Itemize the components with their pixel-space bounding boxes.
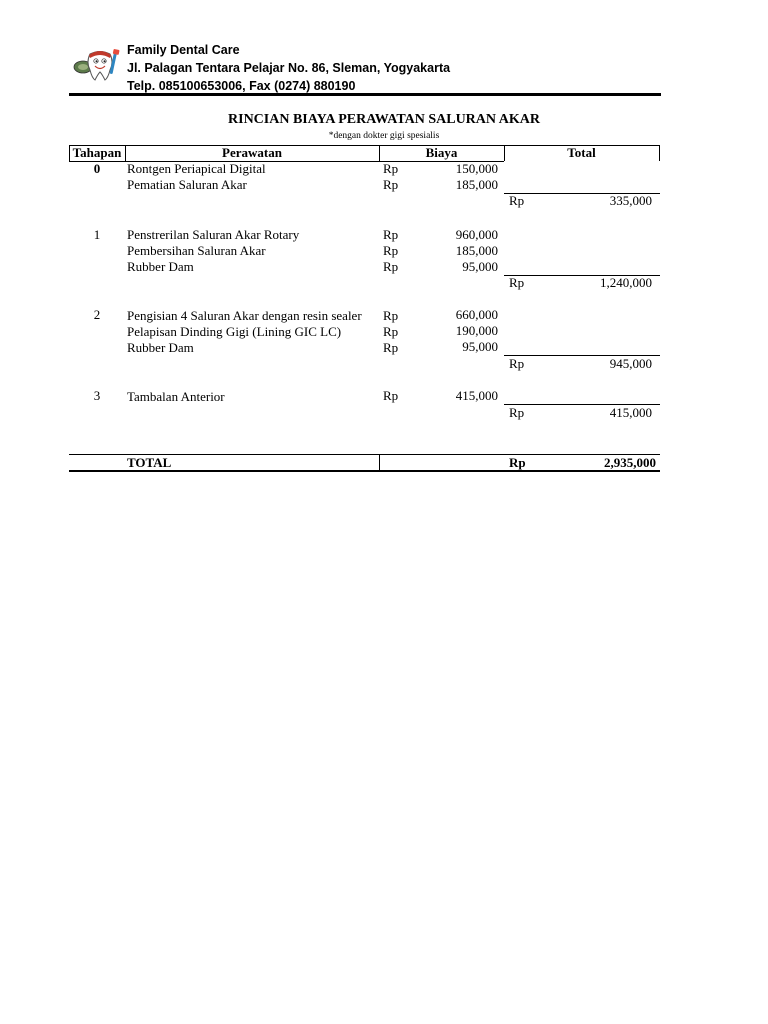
clinic-contact: Telp. 085100653006, Fax (0274) 880190	[127, 79, 356, 93]
document-subtitle: *dengan dokter gigi spesialis	[328, 131, 440, 141]
grand-total-value: 2,935,000	[604, 455, 656, 470]
cost-value: 150,000	[455, 161, 498, 176]
treatment-name: Tambalan Anterior	[127, 389, 225, 404]
subtotal-value: 335,000	[609, 193, 652, 208]
clinic-name: Family Dental Care	[127, 43, 240, 57]
treatment-name: Rubber Dam	[127, 259, 194, 274]
stage-number: 0	[93, 161, 101, 176]
col-divider	[659, 145, 660, 161]
subtotal-currency: Rp	[509, 193, 525, 208]
tooth-mascot-icon	[72, 48, 122, 82]
cost-currency: Rp	[383, 340, 399, 355]
subtotal-value: 415,000	[609, 405, 652, 420]
cost-value: 960,000	[455, 227, 498, 242]
cost-value: 95,000	[462, 339, 498, 354]
cost-value: 190,000	[455, 323, 498, 338]
header-total: Total	[567, 145, 596, 160]
treatment-name: Pematian Saluran Akar	[127, 177, 247, 192]
cost-value: 660,000	[455, 307, 498, 322]
stage-number: 3	[93, 388, 101, 403]
subtotal-currency: Rp	[509, 405, 525, 420]
cost-currency: Rp	[383, 259, 399, 274]
cost-currency: Rp	[383, 243, 399, 258]
clinic-logo	[72, 48, 122, 82]
subtotal-value: 1,240,000	[600, 275, 652, 290]
cost-currency: Rp	[383, 388, 399, 403]
cost-value: 185,000	[455, 243, 498, 258]
subtotal-value: 945,000	[609, 356, 652, 371]
header-tahapan: Tahapan	[72, 145, 122, 160]
treatment-name: Pelapisan Dinding Gigi (Lining GIC LC)	[127, 324, 342, 339]
treatment-name: Penstrerilan Saluran Akar Rotary	[127, 227, 300, 242]
header-biaya: Biaya	[425, 145, 458, 160]
stage-number: 1	[93, 227, 101, 242]
cost-currency: Rp	[383, 227, 399, 242]
treatment-name: Rubber Dam	[127, 340, 194, 355]
grand-total-currency: Rp	[509, 455, 526, 470]
document-title: RINCIAN BIAYA PERAWATAN SALURAN AKAR	[228, 112, 540, 127]
treatment-name: Pengisian 4 Saluran Akar dengan resin sealer	[127, 308, 362, 323]
clinic-address: Jl. Palagan Tentara Pelajar No. 86, Sleman, Yogyakarta	[127, 61, 451, 75]
header-perawatan: Perawatan	[222, 145, 282, 160]
header-divider	[69, 93, 661, 96]
subtotal-currency: Rp	[509, 275, 525, 290]
cost-value: 95,000	[462, 259, 498, 274]
grand-total-label: TOTAL	[127, 455, 172, 470]
total-col-divider	[379, 454, 380, 470]
cost-value: 185,000	[455, 177, 498, 192]
cost-currency: Rp	[383, 161, 399, 176]
cost-currency: Rp	[383, 308, 399, 323]
treatment-name: Pembersihan Saluran Akar	[127, 243, 266, 258]
subtotal-currency: Rp	[509, 356, 525, 371]
stage-number: 2	[93, 307, 101, 322]
cost-value: 415,000	[455, 388, 498, 403]
treatment-name: Rontgen Periapical Digital	[127, 161, 266, 176]
cost-currency: Rp	[383, 324, 399, 339]
cost-currency: Rp	[383, 177, 399, 192]
